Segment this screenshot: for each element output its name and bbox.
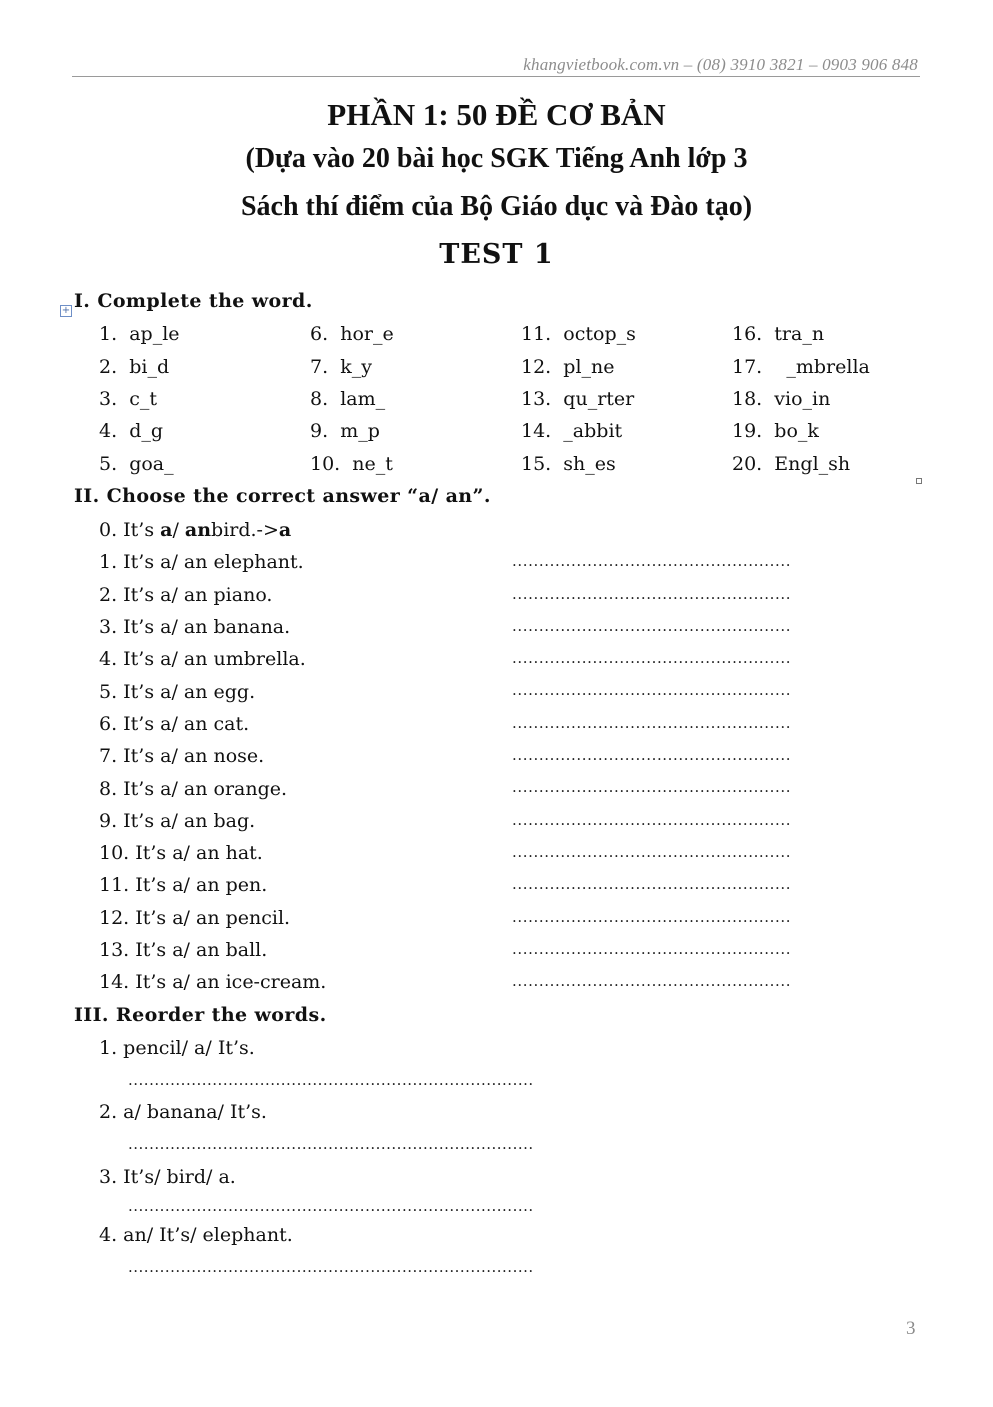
answer-blank[interactable]: .................................................... bbox=[512, 907, 792, 926]
answer-blank[interactable]: .................................................... bbox=[512, 939, 792, 958]
section2-heading: II. Choose the correct answer “a/ an”. bbox=[74, 485, 491, 507]
word-item: 10. ne_t bbox=[310, 452, 393, 475]
section3-heading: III. Reorder the words. bbox=[74, 1004, 327, 1026]
question-row bbox=[99, 837, 859, 869]
question-row bbox=[99, 740, 859, 772]
question-row bbox=[99, 643, 859, 675]
word-item: 19. bo_k bbox=[732, 420, 819, 443]
table-move-handle-icon[interactable]: + bbox=[61, 305, 71, 316]
reorder-prompt: 1. pencil/ a/ It’s. bbox=[99, 1037, 255, 1059]
example-suffix: bird.-> bbox=[211, 519, 279, 542]
word-item: 5. goa_ bbox=[99, 452, 174, 475]
question-text: 4. It’s a/ an umbrella. bbox=[99, 648, 306, 671]
example-row bbox=[99, 514, 859, 546]
answer-blank[interactable]: .................................................... bbox=[512, 552, 792, 571]
word-item: 9. m_p bbox=[310, 420, 380, 443]
word-item: 18. vio_in bbox=[732, 387, 831, 410]
question-text: 9. It’s a/ an bag. bbox=[99, 809, 256, 832]
title-block bbox=[0, 95, 993, 279]
question-text: 7. It’s a/ an nose. bbox=[99, 745, 265, 768]
word-item: 15. sh_es bbox=[521, 452, 616, 475]
header-divider bbox=[72, 76, 920, 77]
question-row bbox=[99, 772, 859, 804]
example-answer: a bbox=[278, 519, 292, 542]
question-text: 8. It’s a/ an orange. bbox=[99, 777, 288, 800]
word-item: 3. c_t bbox=[99, 387, 157, 410]
reorder-prompt: 3. It’s/ bird/ a. bbox=[99, 1166, 236, 1188]
question-text: 12. It’s a/ an pencil. bbox=[99, 906, 291, 929]
answer-blank[interactable]: ............................................................................. bbox=[128, 1135, 534, 1153]
question-row bbox=[99, 902, 859, 934]
reorder-item bbox=[99, 1219, 534, 1283]
word-item: 8. lam_ bbox=[310, 387, 386, 410]
question-row bbox=[99, 546, 859, 578]
question-text: 2. It’s a/ an piano. bbox=[99, 583, 273, 606]
reorder-item bbox=[99, 1096, 534, 1160]
word-item: 17. _mbrella bbox=[732, 355, 870, 378]
question-text: 13. It’s a/ an ball. bbox=[99, 939, 268, 961]
question-text: 14. It’s a/ an ice-cream. bbox=[99, 971, 327, 994]
word-item: 12. pl_ne bbox=[521, 355, 615, 378]
complete-word-grid bbox=[99, 318, 899, 480]
question-text: 3. It’s a/ an banana. bbox=[99, 616, 291, 639]
answer-blank[interactable]: .................................................... bbox=[512, 810, 792, 829]
question-text: 5. It’s a/ an egg. bbox=[99, 680, 256, 703]
question-row bbox=[99, 675, 859, 707]
answer-blank[interactable]: .................................................... bbox=[512, 584, 792, 603]
example-separator: / bbox=[172, 519, 185, 542]
word-item: 14. _abbit bbox=[521, 420, 623, 443]
question-text: 10. It’s a/ an hat. bbox=[99, 842, 263, 865]
answer-blank[interactable]: .................................................... bbox=[512, 713, 792, 732]
question-row bbox=[99, 611, 859, 643]
answer-blank[interactable]: .................................................... bbox=[512, 842, 792, 861]
answer-blank[interactable]: ............................................................................. bbox=[128, 1258, 534, 1276]
test-title: TEST 1 bbox=[439, 239, 554, 270]
word-item: 16. tra_n bbox=[732, 323, 825, 346]
word-item: 4. d_g bbox=[99, 420, 164, 443]
text-boundary-icon bbox=[916, 478, 922, 484]
question-row bbox=[99, 805, 859, 837]
section1-heading: I. Complete the word. bbox=[74, 290, 313, 312]
question-row bbox=[99, 869, 859, 901]
choose-answer-list bbox=[99, 514, 859, 998]
question-row bbox=[99, 966, 859, 998]
reorder-prompt: 2. a/ banana/ It’s. bbox=[99, 1101, 267, 1123]
answer-blank[interactable]: .................................................... bbox=[512, 649, 792, 668]
answer-blank[interactable]: ............................................................................. bbox=[128, 1197, 534, 1215]
reorder-prompt: 4. an/ It’s/ elephant. bbox=[99, 1224, 293, 1246]
answer-blank[interactable]: .................................................... bbox=[512, 972, 792, 991]
example-option-an: an bbox=[184, 519, 212, 542]
word-item: 7. k_y bbox=[310, 355, 372, 378]
word-item: 6. hor_e bbox=[310, 323, 394, 346]
word-item: 11. octop_s bbox=[521, 323, 636, 346]
answer-blank[interactable]: .................................................... bbox=[512, 681, 792, 700]
answer-blank[interactable]: .................................................... bbox=[512, 616, 792, 635]
answer-blank[interactable]: .................................................... bbox=[512, 778, 792, 797]
answer-blank[interactable]: ............................................................................. bbox=[128, 1071, 534, 1089]
answer-blank[interactable]: .................................................... bbox=[512, 746, 792, 765]
header-contact: khangvietbook.com.vn – (08) 3910 3821 – 0903 906 848 bbox=[523, 55, 918, 74]
question-row bbox=[99, 579, 859, 611]
word-item: 20. Engl_sh bbox=[732, 452, 851, 475]
page-number: 3 bbox=[906, 1318, 916, 1339]
page-title: PHẦN 1: 50 ĐỀ CƠ BẢN bbox=[327, 97, 666, 132]
question-text: 11. It’s a/ an pen. bbox=[99, 874, 268, 897]
word-item: 1. ap_le bbox=[99, 323, 180, 346]
word-item: 13. qu_rter bbox=[521, 387, 635, 410]
question-row bbox=[99, 708, 859, 740]
question-text: 1. It’s a/ an elephant. bbox=[99, 551, 304, 574]
word-item: 2. bi_d bbox=[99, 355, 170, 378]
example-option-a: a bbox=[160, 519, 173, 542]
reorder-item bbox=[99, 1161, 534, 1219]
page-subtitle-1: (Dựa vào 20 bài học SGK Tiếng Anh lớp 3 bbox=[245, 143, 748, 174]
answer-blank[interactable]: .................................................... bbox=[512, 875, 792, 894]
page-subtitle-2: Sách thí điểm của Bộ Giáo dục và Đào tạo) bbox=[240, 191, 753, 222]
question-text: 6. It’s a/ an cat. bbox=[99, 712, 250, 735]
question-row bbox=[99, 934, 859, 966]
example-prefix: 0. It’s bbox=[99, 519, 161, 542]
reorder-item bbox=[99, 1032, 534, 1096]
